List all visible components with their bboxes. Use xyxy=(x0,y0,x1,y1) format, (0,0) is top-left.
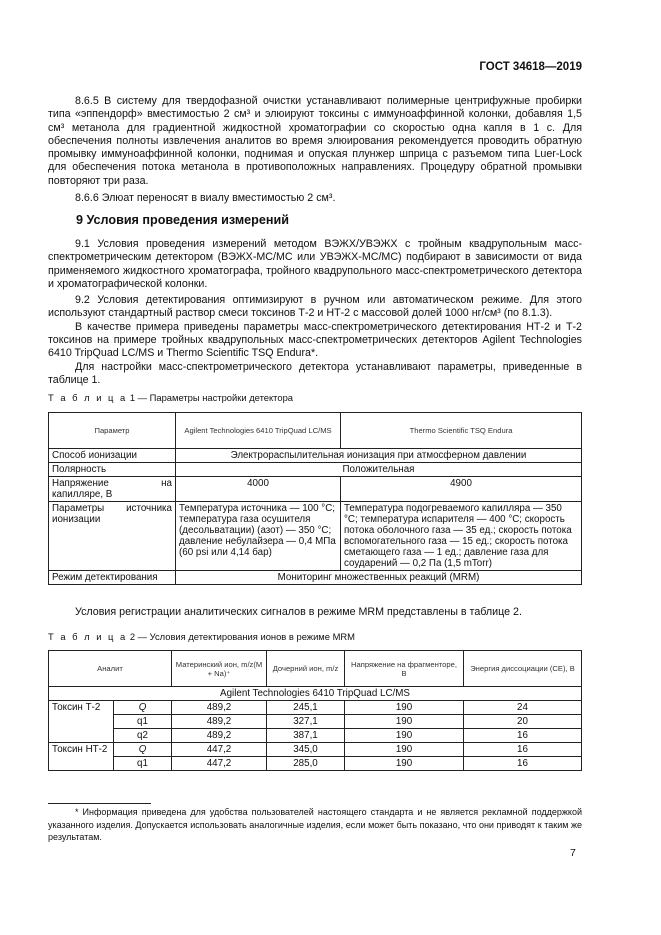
table2-cell: 16 xyxy=(464,743,582,757)
table1-cell: Параметры источника ионизации xyxy=(49,502,176,571)
table2-row xyxy=(49,701,582,715)
table2-cell: 245,1 xyxy=(267,701,345,715)
table2-cell: 16 xyxy=(464,729,582,743)
table2-cell: 285,0 xyxy=(267,757,345,771)
table2-cell: 489,2 xyxy=(172,729,267,743)
table1-cell: Электрораспылительная ионизация при атмосферном давлении xyxy=(176,449,582,463)
table1-cell: Режим детектирования xyxy=(49,571,176,585)
table2-cell: Q xyxy=(114,701,172,715)
table1-header-thermo: Thermo Scientific TSQ Endura xyxy=(341,413,582,449)
table2-cell: Q xyxy=(114,743,172,757)
footnote: * Информация приведена для удобства пользователей настоящего стандарта и не является рекламной поддержкой указанного изделия. Допускается использовать аналогичные изделия, если может быть показано, что они приводят к таким же результатам. xyxy=(48,807,582,842)
table1-cell: Мониторинг множественных реакций (MRM) xyxy=(176,571,582,585)
table2-header-analyte: Аналит xyxy=(49,651,172,687)
table2-body xyxy=(49,701,582,771)
table2-caption-text: 2 — Условия детектирования ионов в режиме MRM xyxy=(127,631,355,642)
table1-caption-prefix: Т а б л и ц а xyxy=(48,392,128,403)
table2-cell: q2 xyxy=(114,729,172,743)
table1-cell: Способ ионизации xyxy=(49,449,176,463)
table2-cell: 387,1 xyxy=(267,729,345,743)
table1-cell: Температура подогреваемого капилляра — 350 °С; температура испарителя — 400 °С; скорость потока оболочного газа — 35 ед.; скорость потока вспомогательного газа — 15 ед.; скорость потока сметающего газа — 1 ед.; давление газа для соударений — 0,2 Па (1,5 mTorr) xyxy=(341,502,582,571)
table2-cell: 190 xyxy=(345,743,464,757)
table2-cell: q1 xyxy=(114,715,172,729)
table2-group-row: Agilent Technologies 6410 TripQuad LC/MS xyxy=(49,687,582,701)
table2-header-fragmentor: Напряжение на фрагменторе, В xyxy=(345,651,464,687)
table1-caption xyxy=(48,392,293,403)
table2-cell: 190 xyxy=(345,701,464,715)
table1-caption-text: 1 — Параметры настройки детектора xyxy=(127,392,294,403)
table2-cell: 190 xyxy=(345,757,464,771)
table1-cell: 4900 xyxy=(341,477,582,502)
table2-row xyxy=(49,743,582,757)
section-paragraphs xyxy=(48,238,582,387)
table2-caption xyxy=(48,631,355,642)
table2 xyxy=(48,650,582,771)
table2-header-ce: Энергия диссоциации (CE), В xyxy=(464,651,582,687)
paragraph-setup: Для настройки масс-спектрометрического детектора устанавливают параметры, приведенные в таблице 1. xyxy=(48,360,582,386)
table2-cell: 489,2 xyxy=(172,715,267,729)
table2-cell: 327,1 xyxy=(267,715,345,729)
table1-header-param: Параметр xyxy=(49,413,176,449)
table2-cell: 345,0 xyxy=(267,743,345,757)
paragraph-table2-intro: Условия регистрации аналитических сигналов в режиме MRM представлены в таблице 2. xyxy=(75,606,522,618)
table2-toxin-cell: Токсин Т-2 xyxy=(49,701,114,743)
table2-header-daughter: Дочерний ион, m/z xyxy=(267,651,345,687)
table2-cell: 190 xyxy=(345,715,464,729)
document-id: ГОСТ 34618—2019 xyxy=(479,61,582,73)
table2-header-parent: Материнский ион, m/z(M + Na)⁺ xyxy=(172,651,267,687)
table2-toxin-cell: Токсин НТ-2 xyxy=(49,743,114,771)
table2-cell: q1 xyxy=(114,757,172,771)
section-heading: 9 Условия проведения измерений xyxy=(76,213,289,227)
table2-cell: 24 xyxy=(464,701,582,715)
table1-cell: Полярность xyxy=(49,463,176,477)
table2-row xyxy=(49,729,582,743)
table1-header-agilent: Agilent Technologies 6410 TripQuad LC/MS xyxy=(176,413,341,449)
table2-cell: 489,2 xyxy=(172,701,267,715)
page-number: 7 xyxy=(570,847,576,859)
table2-cell: 447,2 xyxy=(172,743,267,757)
paragraph-9-1: 9.1 Условия проведения измерений методом ВЭЖХ/УВЭЖХ с тройным квадрупольным масс-спектрометрическим детектором (ВЭЖХ-МС/МС или УВЭЖХ-МС/МС) подбирают в зависимости от вида применяемого жидкостного хроматографа, тройного квадрупольного масс-спектрометрического детектора и хроматографической колонки. xyxy=(48,238,582,290)
table2-row xyxy=(49,757,582,771)
paragraph-9-2: 9.2 Условия детектирования оптимизируют в ручном или автоматическом режиме. Для этого используют стандартный раствор смеси токсинов Т-2 и НТ-2 с массовой долей 1000 нг/см³ (по 8.1.3). xyxy=(48,294,582,320)
paragraph-8-6-6: 8.6.6 Элюат переносят в виалу вместимостью 2 см³. xyxy=(75,192,336,205)
table2-cell: 447,2 xyxy=(172,757,267,771)
table2-cell: 16 xyxy=(464,757,582,771)
table2-cell: 190 xyxy=(345,729,464,743)
table1 xyxy=(48,412,582,585)
paragraph-example: В качестве примера приведены параметры масс-спектрометрического детектирования НТ-2 и Т-2 токсинов на примере тройных квадрупольных масс-спектрометрических детекторов Agilent Technologies 6410 TripQuad LC/MS и Thermo Scientific TSQ Endura*. xyxy=(48,320,582,360)
paragraph-8-6-5: 8.6.5 В систему для твердофазной очистки устанавливают полимерные центрифужные пробирки типа «эппендорф» вместимостью 2 см³ и элюируют токсины с иммуноаффинной колонки, добавляя 1,5 см³ метанола для градиентной жидкостной хроматографии со скоростью одна капля в 1 с. Для обеспечения полноты извлечения аналитов во время элюирования рекомендуется проводить обратную промывку иммуноаффинной колонки, поднимая и опуская плунжер шприца с разъемом типа Luer-Lock для обеспечения потока метанола в противоположных направлениях. Процедуру обратной промывки повторяют три раза. xyxy=(48,95,582,187)
table1-cell: Напряжение на капилляре, В xyxy=(49,477,176,502)
between-tables-text xyxy=(48,606,582,619)
table1-cell: Положительная xyxy=(176,463,582,477)
footnote-separator xyxy=(48,803,151,804)
table1-cell: 4000 xyxy=(176,477,341,502)
table2-cell: 20 xyxy=(464,715,582,729)
table2-caption-prefix: Т а б л и ц а xyxy=(48,631,128,642)
table1-cell: Температура источника — 100 °С; температура газа осушителя (десольватации) (азот) — 350 °С; давление небулайзера — 0,4 МПа (60 psi или 4,14 бар) xyxy=(176,502,341,571)
table2-row xyxy=(49,715,582,729)
top-paragraphs xyxy=(48,95,582,205)
